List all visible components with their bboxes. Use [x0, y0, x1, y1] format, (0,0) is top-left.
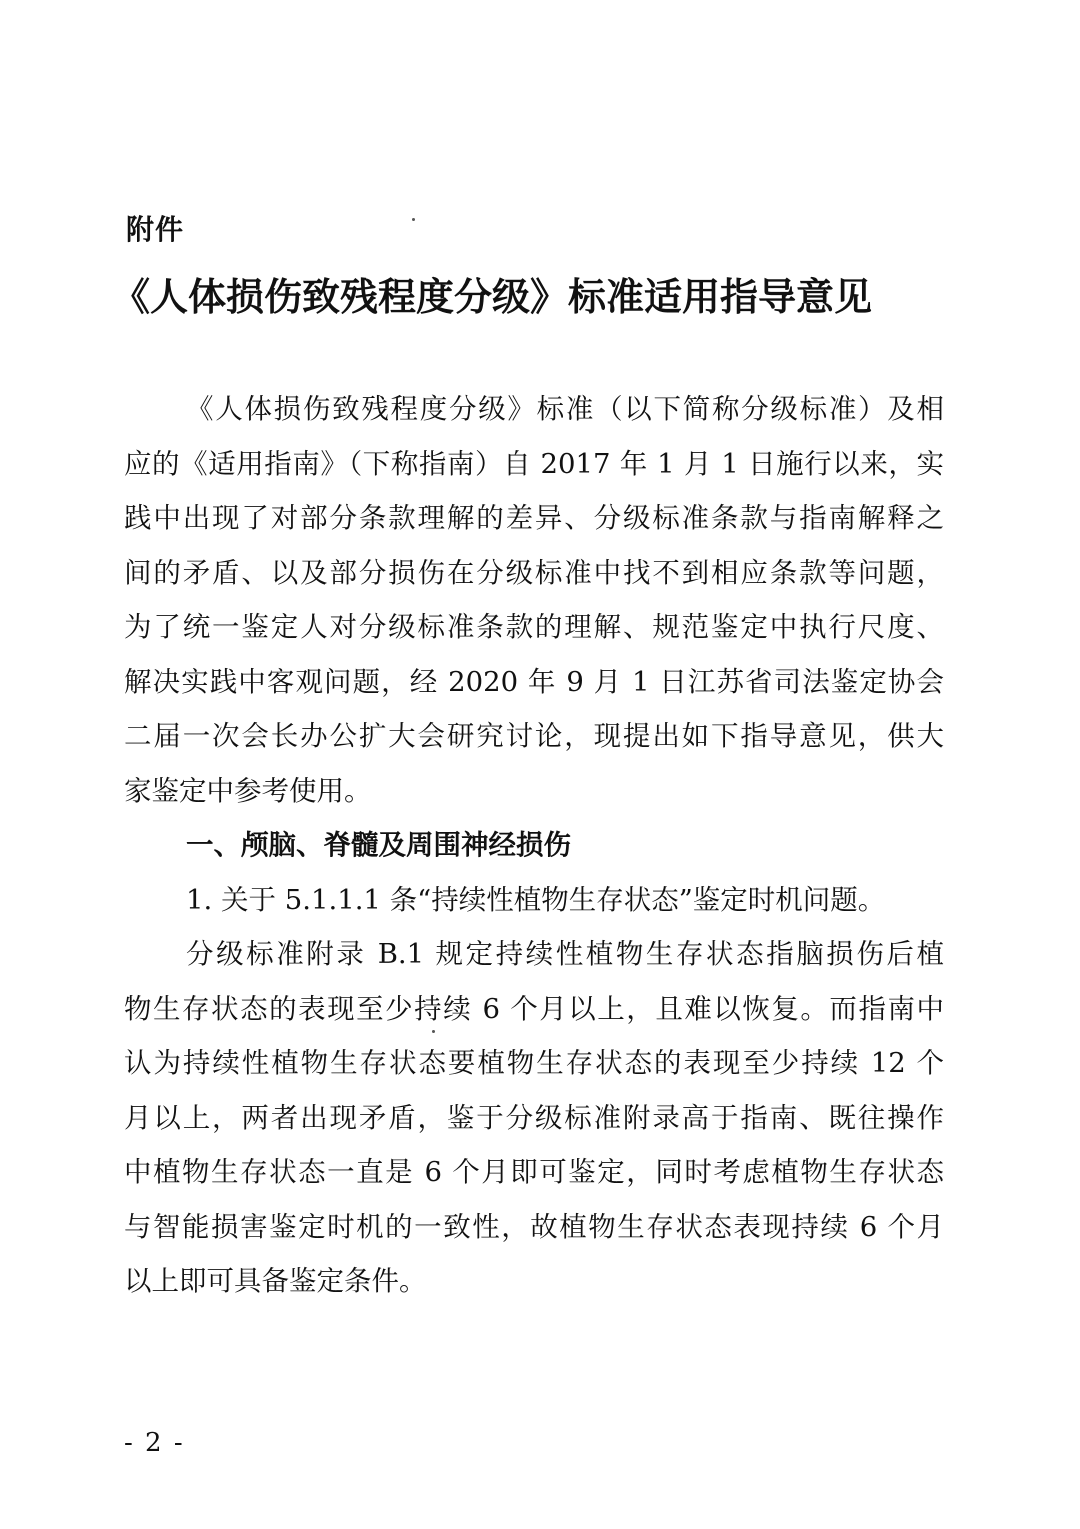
- intro-line: 间的矛盾、以及部分损伤在分级标准中找不到相应条款等问题，: [124, 556, 944, 589]
- item-line: 月以上，两者出现矛盾，鉴于分级标准附录高于指南、既往操作: [124, 1101, 944, 1134]
- item-heading: 1. 关于 5.1.1.1 条“持续性植物生存状态”鉴定时机问题。: [186, 883, 886, 916]
- intro-line: 《人体损伤致残程度分级》标准（以下简称分级标准）及相: [186, 393, 944, 425]
- scan-speck: [432, 1030, 435, 1033]
- item-line: 分级标准附录 B.1 规定持续性植物生存状态指脑损伤后植: [186, 938, 944, 970]
- document-body: [124, 382, 944, 1309]
- scan-speck: [412, 218, 415, 221]
- intro-line: 二届一次会长办公扩大会研究讨论，现提出如下指导意见，供大: [124, 720, 944, 752]
- intro-line: 应的《适用指南》（下称指南）自 2017 年 1 月 1 日施行以来，实: [124, 447, 944, 480]
- item-line: 认为持续性植物生存状态要植物生存状态的表现至少持续 12 个: [124, 1047, 944, 1079]
- intro-line: 为了统一鉴定人对分级标准条款的理解、规范鉴定中执行尺度、: [124, 611, 944, 643]
- item-line: 物生存状态的表现至少持续 6 个月以上，且难以恢复。而指南中: [124, 992, 944, 1025]
- attachment-label: 附件: [126, 213, 185, 246]
- document-title: 《人体损伤致残程度分级》标准适用指导意见: [112, 275, 873, 319]
- item-line: 以上即可具备鉴定条件。: [124, 1265, 427, 1297]
- intro-line: 解决实践中客观问题，经 2020 年 9 月 1 日江苏省司法鉴定协会: [124, 665, 944, 698]
- item-line: 与智能损害鉴定时机的一致性，故植物生存状态表现持续 6 个月: [124, 1210, 944, 1243]
- item-line: 中植物生存状态一直是 6 个月即可鉴定，同时考虑植物生存状态: [124, 1156, 944, 1188]
- intro-line: 践中出现了对部分条款理解的差异、分级标准条款与指南解释之: [124, 502, 944, 534]
- section-heading: 一、颅脑、脊髓及周围神经损伤: [186, 829, 571, 861]
- page-number: - 2 -: [124, 1428, 185, 1458]
- intro-line: 家鉴定中参考使用。: [124, 774, 372, 807]
